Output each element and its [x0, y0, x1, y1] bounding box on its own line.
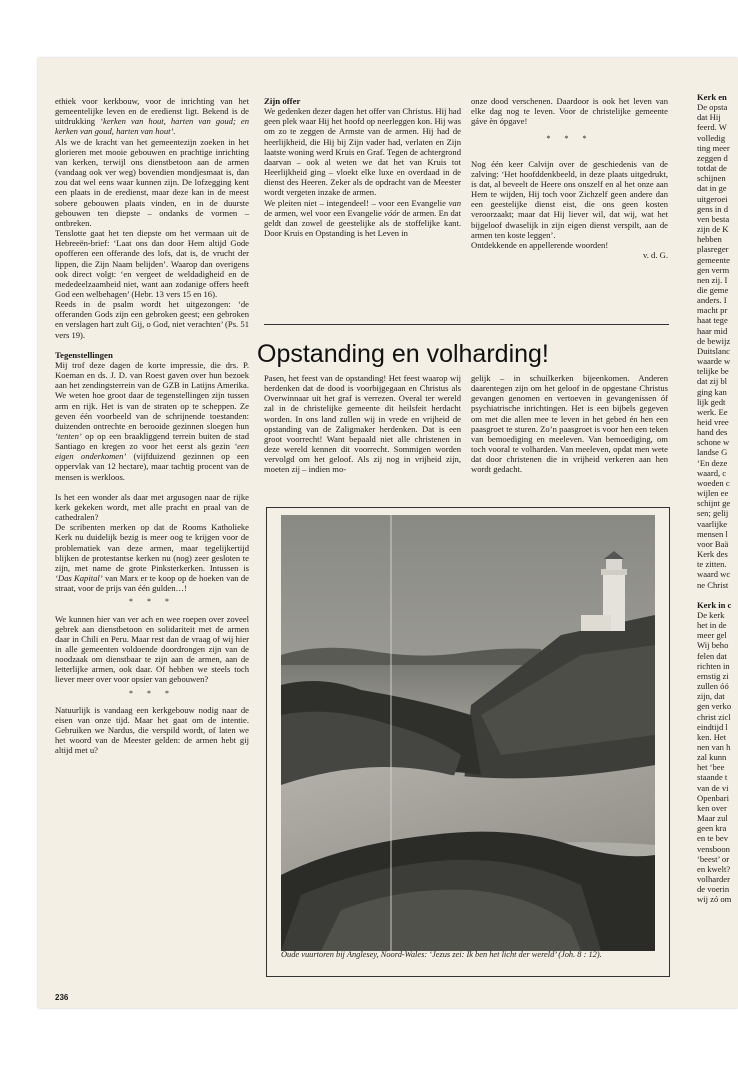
right-page-line: christ zicl	[697, 711, 731, 722]
right-page-line: ging kan	[697, 386, 727, 397]
right-page-line: die geme	[697, 284, 729, 295]
right-page-line: haar mid	[697, 325, 728, 336]
right-page-line: van de vi	[697, 782, 729, 793]
right-page-line: volledig	[697, 132, 726, 143]
right-page-line: Openbari	[697, 792, 729, 803]
right-page-line: en kwelt?	[697, 863, 731, 874]
paragraph: Pasen, het feest van de opstanding! Het feest waarop wij herdenken dat de dood is voorbijgegaan en Christus als Overwinnaar uit het graf is verrezen. Overal ter wereld zal in de christelijke gemeente dit heilsfeit herdacht worden. In ons land zullen wij in vrede en vrijheid de opstanding van de Zaligmaker herdenken. Dat is een groot voorrecht! Want bepaald niet alle christenen in deze wereld kennen dit voorrecht. Sommigen worden vervolgd om het geloof. Als zij nog in vrijheid zijn, moeten zij – indien mo-	[264, 373, 461, 475]
right-page-line: woeden c	[697, 477, 730, 488]
paragraph: De scribenten merken op dat de Rooms Katholieke Kerk nu duidelijk bezig is meer oog te krijgen voor de problematiek van deze armen, maar tegelijkertijd blijken de protestantse kerken nu (nog) zeer gesloten te zijn, met name de grote Pinksterkerken. Intussen is ‘Das Kapital’ van Marx er te koop op de hoeken van de straat, voor de prijs van één gulden…!	[55, 522, 249, 594]
right-page-line: felen dat	[697, 650, 727, 661]
paragraph: onze dood verschenen. Daardoor is ook het leven van elke dag nog te leven. Voor de christelijke gemeente gáve èn ópgave!	[471, 96, 668, 127]
paragraph: gelijk – in schuilkerken bijeenkomen. Anderen daarentegen zijn om het geloof in de opgestane Christus gevangen genomen en vertoeven in gevangenissen óf psychiatrische inrichtingen. Het is een bijbels gegeven om met die allen mee te leven in het gebed én hen een paasgroet te sturen. Zo’n paasgroet is voor hen een teken van bemoediging en meeleven. Van bemoediging, om toch vooral te volharden. Van meeleven, opdat men wete dat door christenen die in vrijheid verkeren aan hen wordt gedacht.	[471, 373, 668, 475]
right-page-line: waard, c	[697, 467, 727, 478]
right-page-line: gens in d	[697, 203, 729, 214]
right-page-line: anders. I	[697, 295, 727, 306]
right-page-line: nen van h	[697, 742, 731, 752]
paragraph: Nog één keer Calvijn over de geschiedenis van de zalving: ‘Het hoofddenkbeeld, in deze plaats uitgedrukt, is dat, al beveelt de Heere ons onszelf en al het onze aan Hem te wijden, Hij toch voor Zichzelf geen andere dan een geestelijke dienst eist, die ons geen kosten veroorzaakt; maar dat Hij liever wil, dat wij, wat het bijgeloof dwaselijk in zijn eigen dienst verspilt, aan de armen ten koste leggen’.	[471, 158, 668, 240]
right-page-line: zullen óó	[697, 681, 729, 692]
right-page-line: Duitslanc	[697, 345, 730, 356]
right-page-line: schijnt ge	[697, 498, 731, 509]
article-column-a	[264, 373, 461, 475]
right-page-line: dat zij bl	[697, 376, 728, 387]
paragraph: Reeds in de psalm wordt het uitgezongen: ‘de offeranden Gods zijn een gebroken geest; een gebroken en verslagen hart zult Gij, o God, niet verachten’ (Ps. 51 vers 19).	[55, 299, 249, 340]
right-page-line: waard wc	[697, 569, 731, 580]
article-headline: Opstanding en volharding!	[257, 340, 549, 368]
right-page-column	[697, 92, 738, 982]
paragraph: Natuurlijk is vandaag een kerkgebouw nodig naar de eisen van onze tijd. Maar het gaat om de intentie. Gebruiken we Nardus, die verspild wordt, of laten we het woord van de Meester gelden: de armen hebt gij altijd met u?	[55, 704, 249, 756]
right-page-line: hand des	[697, 427, 728, 438]
right-page-line: ting meer	[697, 142, 730, 153]
right-page-line: dat Hij	[697, 112, 721, 123]
right-page-line: uitgeroei	[697, 193, 728, 204]
right-page-line: voor Baä	[697, 538, 729, 549]
section-rule	[264, 324, 669, 325]
right-page-line: gen verm	[697, 264, 730, 275]
right-page-line: ne Christ	[697, 579, 729, 590]
right-page-line: eindtijd l	[697, 721, 728, 732]
right-page-line: ‘beest’ or	[697, 853, 730, 864]
right-page-line: zijn, dat	[697, 691, 725, 702]
photo-frame	[266, 507, 670, 977]
paragraph: Tenslotte gaat het ten diepste om het vermaan uit de Hebreeën-brief: ‘Laat ons dan door Hem altijd Gode opofferen een offerande des lofs, dat is, de vrucht der lippen, die Zijn Naam belijden’. Waarop dan overigens ook direct volgt: ‘en vergeet de weldadigheid en de mededeelzaamheid niet, want aan zodanige offers heeft God een welbehagen’ (Hebr. 13 vers 15 en 16).	[55, 228, 249, 299]
article-column-b	[471, 373, 668, 475]
right-page-line: richten in	[697, 660, 730, 671]
paragraph: We gedenken dezer dagen het offer van Christus. Hij had geen plek waar Hij het hoofd op neerleggen kon. Hij was om zo te zeggen de Armste van de armen. Hij had de heerlijkheid, die Hij bij Zijn vader had, verlaten en Zijn laatste woning werd Kruis en Graf. Tegen de achtergrond daarvan – ook al weten we dat het van Kruis tot Heerlijkheid ging – vloekt elke luxe en overdaad in de dienst des Heeren. Zeker als de opdracht van de Meester wordt vergeten inzake de armen.	[264, 106, 461, 198]
right-page-line: De opsta	[697, 102, 728, 113]
paragraph: Ontdekkende en appellerende woorden!	[471, 239, 609, 250]
right-page-line: lijk gedt	[697, 396, 726, 407]
right-page-line: staande t	[697, 772, 728, 783]
right-page-line: haat tege	[697, 315, 728, 326]
right-page-line: te zitten.	[697, 559, 727, 570]
section-divider: * * *	[546, 134, 593, 144]
right-page-line: heid vree	[697, 417, 729, 427]
section-divider: * * *	[129, 597, 175, 607]
right-page-line: vensboon	[697, 843, 730, 854]
right-page-line: zijn de K	[697, 224, 729, 235]
paragraph: Mij trof deze dagen de korte impressie, die drs. P. Koeman en ds. J. D. van Roest gaven over hun bezoek aan het zendingsterrein van de GZB in Latijns Amerika. We weten hoe groot daar de tegenstellingen zijn tussen arm en rijk. Het is van de straten op te scheppen. Ze geven één voorbeeld van de schrijnende toestanden: duizenden ontrechte en berooide gezinnen sloegen hun ‘tenten’ op op een braakliggend terrein buiten de stad Santiago en kregen zo voor het eerst als gezin ‘een eigen onderkomen’ (vijfduizend gezinnen op een oppervlak van 12 hectare), maar tachtig procent van de mensen is werkloos.	[55, 359, 249, 482]
column-right	[471, 96, 668, 260]
right-page-line: schone w	[697, 437, 730, 448]
right-page-line: mensen l	[697, 528, 728, 539]
right-page-line: de bewijz	[697, 335, 731, 346]
right-page-line: landse G	[697, 447, 728, 458]
right-page-line: vaarlijke	[697, 518, 728, 529]
right-page-line: totdat de	[697, 163, 727, 174]
photo-caption: Oude vuurtoren bij Anglesey, Noord-Wales: ‘Jezus zei: Ik ben het licht der wereld’ (Joh. 8 : 12).	[281, 950, 602, 959]
right-page-line: schijnen	[697, 173, 726, 184]
paragraph: ethiek voor kerkbouw, voor de inrichting van het gemeentelijke leven en de eredienst ligt. Bekend is de uitdrukking ‘kerken van hout, harten van goud; en kerken van goud, harten van hout’.	[55, 96, 249, 137]
right-page-line: wijlen ee	[697, 488, 729, 499]
right-page-line: ‘En deze	[697, 457, 728, 468]
right-page-line: zal kunn	[697, 752, 727, 763]
column-middle	[264, 96, 461, 238]
right-page-line: nen zij. I	[697, 274, 728, 285]
right-page-line: Wij beho	[697, 640, 729, 651]
subheading-zijn-offer: Zijn offer	[264, 96, 301, 106]
right-page-line: plasreger	[697, 244, 729, 255]
right-page-line	[697, 590, 738, 600]
right-page-line: werk. Ee	[697, 406, 728, 417]
lighthouse-photo	[281, 515, 655, 951]
right-page-line: het in de	[697, 620, 727, 631]
right-page-line: wij zó om	[697, 894, 732, 905]
right-page-line: feerd. W	[697, 122, 727, 133]
right-page-line: dat in ge	[697, 183, 727, 194]
right-page-line: meer gel	[697, 630, 727, 641]
right-page-line: de voerin	[697, 884, 730, 895]
section-divider: * * *	[129, 688, 175, 698]
right-page-line: Kerk in c	[697, 599, 732, 610]
right-page-line: macht pr	[697, 305, 728, 316]
right-page-line: het ‘bee	[697, 762, 725, 773]
paragraph: We pleiten niet – integendeel! – voor een Evangelie van de armen, wel voor een Evangelie vóór de armen. En dat geldt dan zowel de geestelijke als de stoffelijke kant. Door Kruis en Opstanding is het Leven in	[264, 197, 461, 239]
right-page-line: volharder	[697, 874, 730, 885]
right-page-line: hebben	[697, 234, 722, 245]
right-page-line: waarde w	[697, 356, 731, 367]
paragraph: Is het een wonder als daar met argusogen naar de rijke kerk gekeken wordt, met alle pracht en praal van de cathedralen?	[55, 491, 249, 523]
right-page-line: en te bev	[697, 833, 729, 844]
right-page-line: Kerk des	[697, 549, 728, 560]
paragraph: We kunnen hier van ver ach en wee roepen over zoveel gebrek aan dienstbetoon en solidariteit met de armen daar in Chili en Peru. Maar rest dan de vraag of wij hier in alle gemeenten voldoende doordrongen zijn van de noodzaak om dienstbaar te zijn aan de armen, aan de letterlijke armen, ook daar. Of hebben we steels toch liever meer over voor opsier van gebouwen?	[55, 613, 249, 685]
right-page-line: ven besta	[697, 213, 730, 224]
right-page-line: Maar zul	[697, 813, 728, 824]
column-left	[55, 96, 249, 756]
right-page-line: De kerk	[697, 609, 725, 620]
right-page-line: gen verko	[697, 701, 732, 712]
right-page-line: sen; gelij	[697, 508, 729, 519]
subheading-tegenstellingen: Tegenstellingen	[55, 349, 113, 360]
right-page-line: ken. Het	[697, 731, 727, 742]
signature: v. d. G.	[643, 250, 668, 261]
paragraph: Als we de kracht van het gemeentezijn zoeken in het glorieren met mooie gebouwen en prachtige inrichting van kerken, terwijl ons dienstbetoon aan de armen (vandaag ook ver weg) bovendien mondjesmaat is, dan zou dat wel eens waar kunnen zijn. De lofzegging kent een plaats in de eredienst, maar deze kan in de meest sobere gebouwen plaats vinden, en in de duurste gebouwen ten diepste – ondanks de vormen – ontbreken.	[55, 136, 249, 228]
right-page-line: zeggen d	[697, 152, 728, 163]
right-page-line: ken over	[697, 802, 727, 813]
right-page-line: gemeente	[697, 254, 730, 265]
right-page-line: geen kra	[697, 823, 727, 834]
right-page-line: Kerk en	[697, 92, 727, 102]
right-page-line: ernstig zi	[697, 670, 729, 681]
right-page-line: telijke be	[697, 366, 729, 377]
page-number: 236	[55, 993, 69, 1002]
